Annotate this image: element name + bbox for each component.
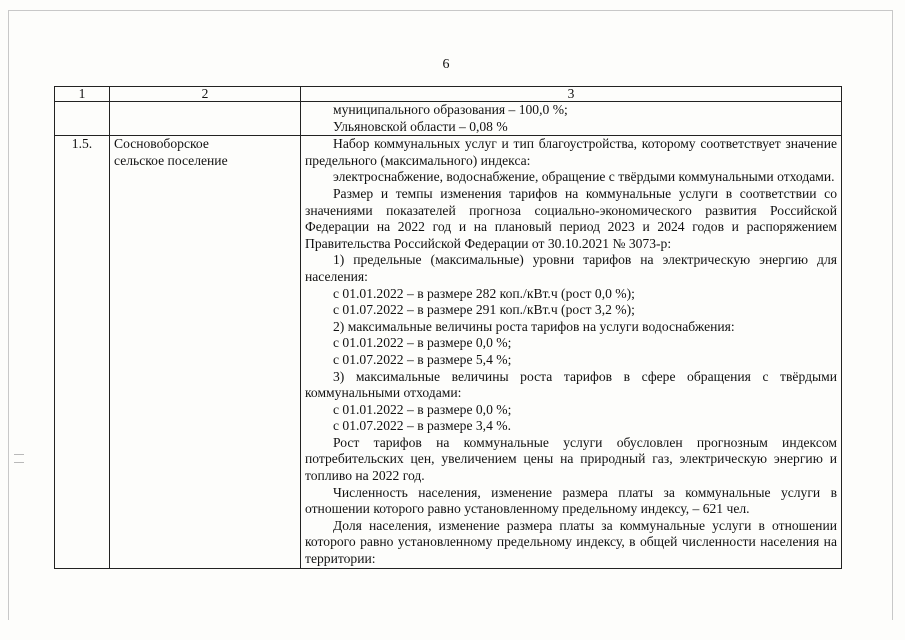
list-item: с 01.07.2022 – в размере 5,4 %; (333, 351, 512, 367)
list-item: с 01.01.2022 – в размере 282 коп./кВт.ч (рост 0,0 %); (333, 285, 635, 301)
list-item: с 01.01.2022 – в размере 0,0 %; (333, 401, 512, 417)
continuation-line: муниципального образования – 100,0 %; (333, 102, 568, 117)
header-col-2: 2 (110, 87, 301, 102)
table-row (55, 136, 842, 568)
description-cell (301, 136, 842, 568)
paragraph: 1) предельные (максимальные) уровни тарифов на электрическую энергию для населения: (305, 252, 837, 284)
municipality-name-line: сельское поселение (114, 152, 228, 168)
paragraph: 3) максимальные величины роста тарифов в сфере обращения с твёрдыми коммунальными отходами: (305, 368, 837, 401)
tariff-table (54, 86, 842, 569)
page-number: 6 (442, 57, 450, 72)
empty-cell (55, 102, 110, 136)
paragraph: Рост тарифов на коммунальные услуги обусловлен прогнозным индексом потребительских цен, увеличением цены на природный газ, электрическую энергию и топливо на 2022 год. (305, 434, 837, 484)
paragraph: Доля населения, изменение размера платы за коммунальные услуги в отношении которого равно установленному предельному индексу, в общей численности населения на территории: (305, 517, 837, 567)
header-col-1: 1 (55, 87, 110, 102)
continuation-cell (301, 102, 842, 136)
municipality-name (110, 136, 301, 568)
continuation-line: Ульяновской области – 0,08 % (333, 118, 508, 134)
list-item: с 01.01.2022 – в размере 0,0 %; (333, 335, 512, 351)
municipality-name-line: Сосновоборское (114, 136, 209, 152)
paragraph: Размер и темпы изменения тарифов на коммунальные услуги в соответствии со значениями показателей прогноза социально-экономического развития Российской Федерации на 2022 год и на плановый период 2023 и 2024 годов и распоряжением Правительства Российской Федерации от 30.10.2021 № 3073-р: (305, 185, 837, 251)
paragraph: 2) максимальные величины роста тарифов на услуги водоснабжения: (333, 318, 735, 334)
table-row (55, 102, 842, 136)
scan-mark (14, 454, 24, 455)
scan-left-edge (8, 10, 9, 620)
paragraph: электроснабжение, водоснабжение, обращение с твёрдыми коммунальными отходами. (333, 169, 835, 185)
scan-right-edge (892, 10, 893, 620)
empty-cell (110, 102, 301, 136)
paragraph: Численность населения, изменение размера платы за коммунальные услуги в отношении которого равно установленному предельному индексу, – 621 чел. (305, 484, 837, 517)
list-item: с 01.07.2022 – в размере 291 коп./кВт.ч (рост 3,2 %); (333, 302, 635, 318)
scan-mark (14, 462, 24, 463)
paragraph: Набор коммунальных услуг и тип благоустройства, которому соответствует значение предельного (максимального) индекса: (305, 136, 837, 168)
scan-top-edge (8, 10, 893, 11)
list-item: с 01.07.2022 – в размере 3,4 %. (333, 418, 511, 434)
table-header-row (55, 87, 842, 102)
row-number: 1.5. (55, 136, 110, 568)
header-col-3: 3 (301, 87, 842, 102)
